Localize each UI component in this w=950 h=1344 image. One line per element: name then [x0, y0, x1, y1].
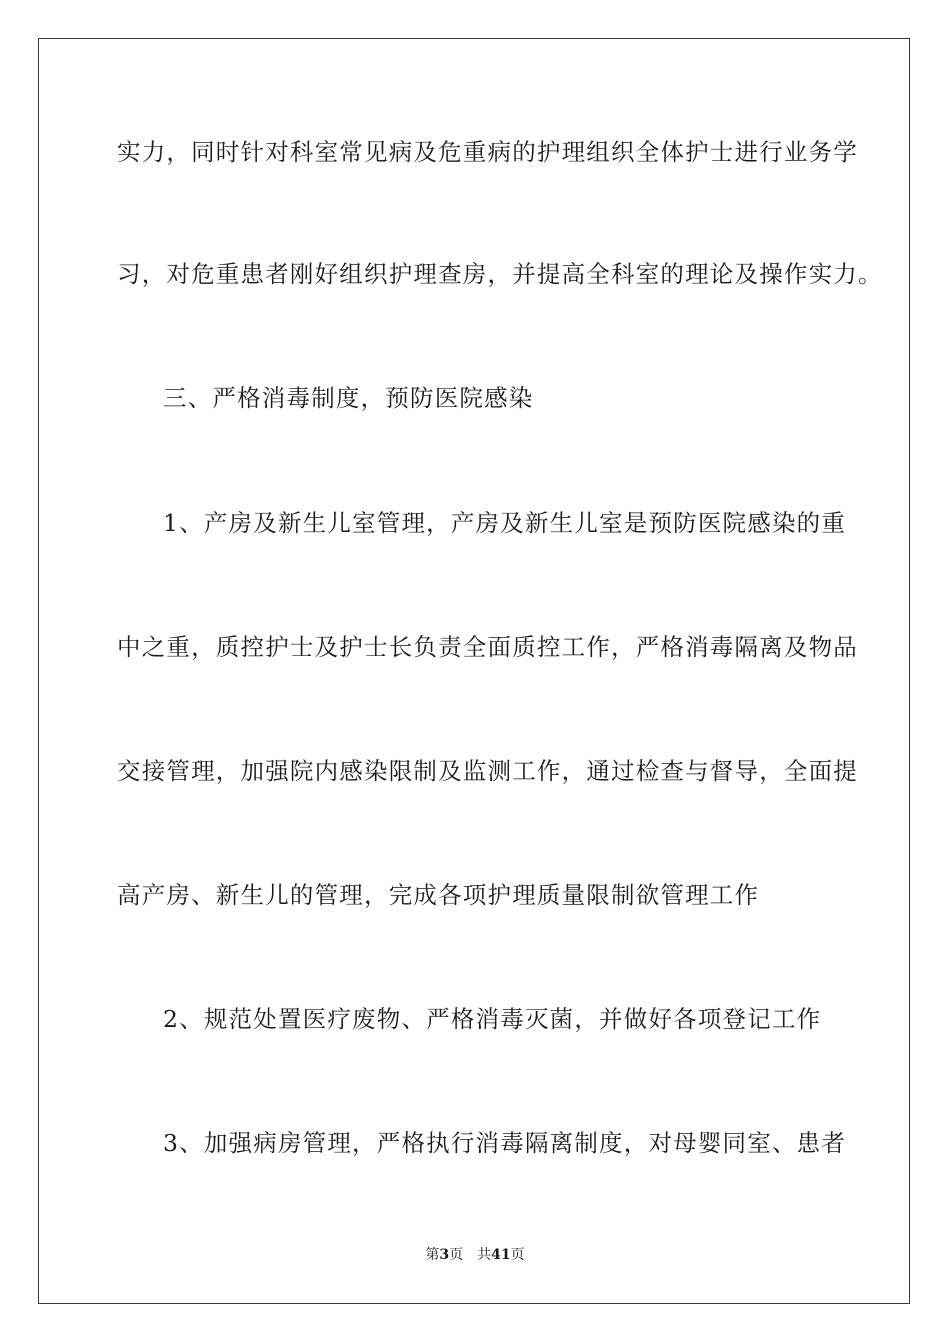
text-line-7: 高产房、新生儿的管理，完成各项护理质量限制欲管理工作	[117, 881, 760, 909]
text-line-item-2: 2、规范处置医疗废物、严格消毒灭菌，并做好各项登记工作	[163, 1005, 822, 1033]
text-line-2: 习，对危重患者刚好组织护理查房，并提高全科室的理论及操作实力。	[117, 260, 883, 288]
page-suffix: 页	[449, 1247, 464, 1263]
text-line-item-1: 1、产房及新生儿室管理，产房及新生儿室是预防医院感染的重	[163, 509, 847, 537]
page-border	[38, 38, 910, 1304]
page-prefix: 第	[425, 1247, 440, 1263]
text-line-item-3: 3、加强病房管理，严格执行消毒隔离制度，对母婴同室、患者	[163, 1129, 847, 1157]
text-line-5: 中之重，质控护士及护士长负责全面质控工作，严格消毒隔离及物品	[117, 633, 858, 661]
section-heading-3: 三、严格消毒制度，预防医院感染	[163, 384, 534, 412]
text-line-1: 实力，同时针对科室常见病及危重病的护理组织全体护士进行业务学	[117, 138, 858, 166]
page-number: 3	[439, 1247, 450, 1263]
total-pages: 41	[491, 1247, 511, 1263]
text-line-6: 交接管理，加强院内感染限制及监测工作，通过检查与督导，全面提	[117, 757, 858, 785]
total-prefix: 共	[477, 1247, 492, 1263]
total-suffix: 页	[510, 1247, 525, 1263]
page-footer	[0, 1246, 950, 1264]
